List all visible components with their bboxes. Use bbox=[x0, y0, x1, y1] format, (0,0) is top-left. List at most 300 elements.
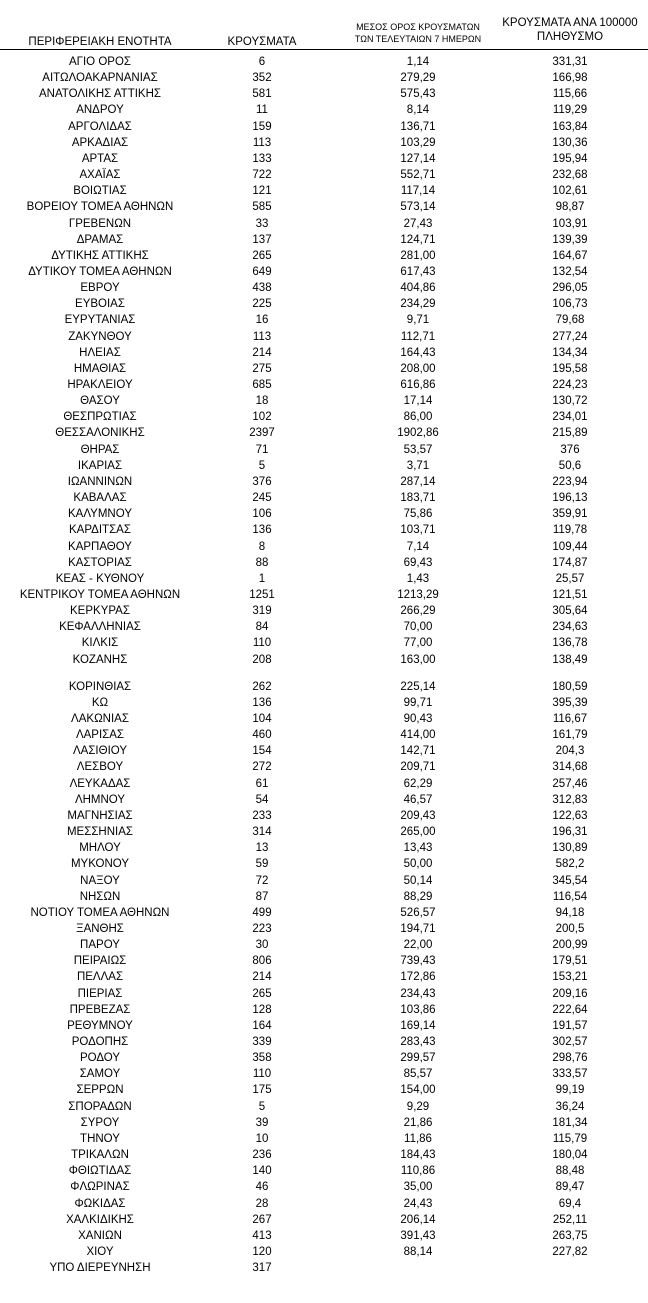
cell-cases: 245 bbox=[252, 492, 272, 504]
cell-region: ΛΑΣΙΘΙΟΥ bbox=[72, 745, 128, 758]
table-row bbox=[0, 1018, 648, 1034]
table-row bbox=[0, 151, 648, 167]
cell-cases: 722 bbox=[252, 169, 272, 181]
cell-per-100k: 163,84 bbox=[552, 120, 588, 133]
table-row bbox=[0, 248, 648, 264]
cell-cases: 33 bbox=[255, 217, 269, 230]
cell-region: ΜΥΚΟΝΟΥ bbox=[70, 858, 130, 871]
cell-per-100k: 69,4 bbox=[558, 1197, 582, 1210]
cell-per-100k: 161,79 bbox=[552, 729, 588, 742]
cell-cases: 314 bbox=[252, 826, 272, 838]
header-7day-average-line2: ΤΩΝ ΤΕΛΕΥΤΑΙΩΝ 7 ΗΜΕΡΩΝ bbox=[354, 33, 482, 44]
cell-cases: 5 bbox=[258, 459, 266, 472]
cell-7day-average: 103,86 bbox=[400, 1003, 436, 1016]
cell-per-100k: 122,63 bbox=[552, 809, 588, 822]
cell-region: ΡΟΔΟΥ bbox=[79, 1052, 121, 1065]
cell-region: ΠΑΡΟΥ bbox=[80, 939, 120, 952]
cell-cases: 438 bbox=[252, 282, 272, 295]
cell-per-100k: 116,67 bbox=[552, 713, 588, 725]
cell-region: ΔΥΤΙΚΟΥ ΤΟΜΕΑ ΑΘΗΝΩΝ bbox=[28, 265, 172, 278]
cell-7day-average: 50,14 bbox=[403, 874, 433, 887]
cell-per-100k: 25,57 bbox=[555, 572, 585, 585]
table-row bbox=[0, 539, 648, 555]
cell-7day-average: 234,43 bbox=[400, 987, 436, 1000]
cell-region: ΧΙΟΥ bbox=[86, 1245, 114, 1258]
cell-7day-average: 24,43 bbox=[403, 1197, 433, 1210]
cell-7day-average: 75,86 bbox=[403, 508, 433, 521]
cell-region: ΑΡΚΑΔΙΑΣ bbox=[71, 136, 129, 149]
cell-per-100k: 130,89 bbox=[552, 842, 588, 855]
cell-cases: 137 bbox=[252, 233, 272, 246]
table-row bbox=[0, 119, 648, 135]
cell-per-100k: 103,91 bbox=[552, 217, 588, 230]
cell-per-100k: 89,47 bbox=[555, 1181, 585, 1194]
cell-region: ΚΙΛΚΙΣ bbox=[81, 637, 119, 650]
table-row bbox=[0, 474, 648, 490]
table-row bbox=[0, 280, 648, 296]
cell-per-100k: 209,16 bbox=[552, 987, 588, 1000]
table-row bbox=[0, 102, 648, 118]
table-row bbox=[0, 1082, 648, 1098]
cell-7day-average: 739,43 bbox=[400, 955, 436, 968]
cell-cases: 154 bbox=[252, 745, 272, 758]
cell-region: ΠΕΙΡΑΙΩΣ bbox=[73, 955, 127, 968]
cell-7day-average: 124,71 bbox=[400, 233, 436, 246]
cell-7day-average: 90,43 bbox=[403, 713, 433, 725]
cell-7day-average: 265,00 bbox=[400, 826, 436, 838]
cell-per-100k: 191,57 bbox=[552, 1019, 588, 1032]
cell-7day-average: 8,14 bbox=[406, 104, 430, 117]
cell-region: ΚΑΛΥΜΝΟΥ bbox=[68, 508, 132, 521]
table-row bbox=[0, 393, 648, 409]
table-row bbox=[0, 727, 648, 743]
cell-per-100k: 224,23 bbox=[552, 379, 588, 391]
cell-per-100k: 179,51 bbox=[552, 955, 588, 968]
cell-cases: 376 bbox=[252, 475, 272, 488]
cell-7day-average: 21,86 bbox=[403, 1116, 433, 1129]
cell-cases: 128 bbox=[252, 1003, 272, 1016]
table-row bbox=[0, 711, 648, 727]
cell-7day-average: 1,14 bbox=[406, 56, 430, 68]
cell-cases: 59 bbox=[255, 858, 269, 871]
table-row bbox=[0, 377, 648, 393]
cell-7day-average: 112,71 bbox=[400, 330, 436, 343]
cell-cases: 499 bbox=[252, 906, 272, 919]
cell-cases: 61 bbox=[255, 777, 269, 790]
table-row bbox=[0, 1002, 648, 1018]
cell-per-100k: 79,68 bbox=[555, 314, 585, 327]
table-row bbox=[0, 345, 648, 361]
cell-region: ΕΥΡΥΤΑΝΙΑΣ bbox=[64, 314, 136, 327]
cell-cases: 72 bbox=[255, 874, 269, 887]
cell-cases: 136 bbox=[252, 524, 272, 537]
table-row bbox=[0, 490, 648, 506]
cell-7day-average: 17,14 bbox=[403, 395, 433, 408]
cell-7day-average: 103,71 bbox=[400, 524, 436, 537]
header-7day-average bbox=[338, 22, 498, 45]
cell-7day-average: 184,43 bbox=[400, 1149, 436, 1161]
cell-region: ΜΑΓΝΗΣΙΑΣ bbox=[67, 809, 133, 822]
cell-cases: 8 bbox=[258, 540, 266, 553]
table-row bbox=[0, 571, 648, 587]
cell-7day-average: 1213,29 bbox=[397, 588, 439, 601]
cell-cases: 267 bbox=[252, 1213, 272, 1226]
cell-cases: 5 bbox=[258, 1100, 266, 1113]
cell-per-100k: 119,29 bbox=[552, 104, 588, 117]
cell-region: ΠΡΕΒΕΖΑΣ bbox=[69, 1003, 131, 1016]
cell-cases: 806 bbox=[252, 955, 272, 968]
cell-per-100k: 180,59 bbox=[552, 680, 588, 693]
cell-7day-average: 103,29 bbox=[400, 136, 436, 149]
table-row bbox=[0, 54, 648, 70]
cell-region: ΚΩ bbox=[91, 696, 109, 709]
cell-per-100k: 200,99 bbox=[552, 939, 588, 952]
table-row bbox=[0, 1179, 648, 1195]
table-row bbox=[0, 506, 648, 522]
cell-region: ΚΟΡΙΝΘΙΑΣ bbox=[68, 680, 132, 693]
cell-cases: 164 bbox=[252, 1019, 272, 1032]
cell-per-100k: 296,05 bbox=[552, 282, 588, 295]
cell-per-100k: 115,79 bbox=[552, 1132, 588, 1145]
table-row bbox=[0, 986, 648, 1002]
cell-cases: 225 bbox=[252, 298, 272, 311]
cell-7day-average: 88,14 bbox=[403, 1245, 433, 1258]
header-per-100k-line1: ΚΡΟΥΣΜΑΤΑ ΑΝΑ 100000 bbox=[502, 17, 638, 29]
cell-per-100k: 166,98 bbox=[552, 72, 588, 85]
cell-cases: 88 bbox=[255, 556, 269, 569]
cell-region: ΑΧΑΪΑΣ bbox=[79, 169, 121, 181]
header-cases: ΚΡΟΥΣΜΑΤΑ bbox=[227, 36, 297, 48]
cell-region: ΗΜΑΘΙΑΣ bbox=[73, 362, 127, 375]
table-row bbox=[0, 361, 648, 377]
cell-per-100k: 136,78 bbox=[552, 637, 588, 650]
cell-region: ΣΕΡΡΩΝ bbox=[76, 1084, 124, 1097]
cell-cases: 1251 bbox=[249, 588, 275, 601]
cell-region: ΛΕΣΒΟΥ bbox=[76, 761, 124, 774]
cell-cases: 39 bbox=[255, 1116, 269, 1129]
table-row bbox=[0, 1228, 648, 1244]
cell-per-100k: 132,54 bbox=[552, 265, 588, 278]
table-row bbox=[0, 264, 648, 280]
cell-region: ΣΠΟΡΑΔΩΝ bbox=[68, 1100, 132, 1113]
cell-7day-average: 77,00 bbox=[403, 637, 433, 650]
cell-cases: 265 bbox=[252, 987, 272, 1000]
table-row bbox=[0, 183, 648, 199]
cell-7day-average: 88,29 bbox=[403, 890, 433, 903]
cell-7day-average: 22,00 bbox=[403, 939, 433, 952]
cell-region: ΜΕΣΣΗΝΙΑΣ bbox=[66, 826, 134, 838]
cell-cases: 214 bbox=[252, 971, 272, 984]
cell-region: ΝΟΤΙΟΥ ΤΟΜΕΑ ΑΘΗΝΩΝ bbox=[30, 906, 170, 919]
cell-cases: 1 bbox=[258, 572, 266, 585]
cell-7day-average: 50,00 bbox=[403, 858, 433, 871]
table-row bbox=[0, 167, 648, 183]
header-divider bbox=[0, 49, 648, 50]
cell-per-100k: 277,24 bbox=[552, 330, 588, 343]
cell-cases: 54 bbox=[255, 793, 269, 806]
cell-7day-average: 136,71 bbox=[400, 120, 436, 133]
cell-per-100k: 106,73 bbox=[552, 298, 588, 311]
cell-region: ΣΥΡΟΥ bbox=[80, 1116, 120, 1129]
cell-per-100k: 134,34 bbox=[552, 346, 588, 359]
cell-region: ΔΥΤΙΚΗΣ ΑΤΤΙΚΗΣ bbox=[51, 249, 149, 262]
cell-cases: 46 bbox=[255, 1181, 269, 1194]
cell-region: ΚΕΑΣ - ΚΥΘΝΟΥ bbox=[55, 572, 145, 585]
cell-region: ΔΡΑΜΑΣ bbox=[76, 233, 124, 246]
cell-per-100k: 333,57 bbox=[552, 1068, 588, 1081]
table-row bbox=[0, 1099, 648, 1115]
cell-per-100k: 302,57 bbox=[552, 1036, 588, 1048]
cell-region: ΠΙΕΡΙΑΣ bbox=[77, 987, 123, 1000]
cell-per-100k: 180,04 bbox=[552, 1149, 588, 1161]
cell-region: ΡΟΔΟΠΗΣ bbox=[71, 1036, 129, 1048]
cell-per-100k: 98,87 bbox=[555, 201, 585, 214]
cell-per-100k: 153,21 bbox=[552, 971, 588, 984]
cell-7day-average: 69,43 bbox=[403, 556, 433, 569]
cell-region: ΛΑΚΩΝΙΑΣ bbox=[71, 713, 129, 725]
table-row bbox=[0, 1131, 648, 1147]
cell-cases: 262 bbox=[252, 680, 272, 693]
cell-cases: 358 bbox=[252, 1052, 272, 1065]
cell-7day-average: 86,00 bbox=[403, 411, 433, 424]
cell-cases: 113 bbox=[252, 136, 272, 149]
cell-per-100k: 376 bbox=[560, 443, 580, 456]
cell-region: ΛΕΥΚΑΔΑΣ bbox=[69, 777, 131, 790]
table-row bbox=[0, 792, 648, 808]
cell-region: ΡΕΘΥΜΝΟΥ bbox=[67, 1019, 133, 1032]
cell-cases: 113 bbox=[252, 330, 272, 343]
cell-7day-average: 9,29 bbox=[406, 1100, 430, 1113]
table-row bbox=[0, 199, 648, 215]
cell-per-100k: 223,94 bbox=[552, 475, 588, 488]
table-row bbox=[0, 232, 648, 248]
table-row bbox=[0, 296, 648, 312]
cell-cases: 413 bbox=[252, 1229, 272, 1242]
cell-region: ΙΚΑΡΙΑΣ bbox=[77, 459, 123, 472]
cell-7day-average: 164,43 bbox=[400, 346, 436, 359]
cell-cases: 208 bbox=[252, 653, 272, 666]
cell-cases: 460 bbox=[252, 729, 272, 742]
table-row bbox=[0, 329, 648, 345]
cell-cases: 2397 bbox=[249, 427, 275, 440]
table-row bbox=[0, 458, 648, 474]
cell-region: ΑΓΙΟ ΟΡΟΣ bbox=[68, 56, 131, 68]
cell-cases: 272 bbox=[252, 761, 272, 774]
table-row bbox=[0, 873, 648, 889]
cell-per-100k: 116,54 bbox=[552, 890, 588, 903]
table-row bbox=[0, 603, 648, 619]
cell-region: ΧΑΛΚΙΔΙΚΗΣ bbox=[66, 1213, 134, 1226]
cell-per-100k: 174,87 bbox=[552, 556, 588, 569]
cell-cases: 18 bbox=[255, 395, 269, 408]
cell-region: ΙΩΑΝΝΙΝΩΝ bbox=[67, 475, 133, 488]
cell-cases: 265 bbox=[252, 249, 272, 262]
cell-region: ΘΑΣΟΥ bbox=[80, 395, 120, 408]
table-row bbox=[0, 889, 648, 905]
cell-region: ΚΕΡΚΥΡΑΣ bbox=[70, 605, 130, 618]
cell-7day-average: 7,14 bbox=[406, 540, 430, 553]
cell-per-100k: 234,63 bbox=[552, 621, 588, 634]
cell-region: ΕΒΡΟΥ bbox=[80, 282, 120, 295]
cell-cases: 28 bbox=[255, 1197, 269, 1210]
cell-cases: 175 bbox=[252, 1084, 272, 1097]
cell-7day-average: 279,29 bbox=[400, 72, 436, 85]
cell-7day-average: 35,00 bbox=[403, 1181, 433, 1194]
cell-7day-average: 9,71 bbox=[406, 314, 430, 327]
table-row bbox=[0, 937, 648, 953]
cell-region: ΚΟΖΑΝΗΣ bbox=[72, 653, 128, 666]
table-row bbox=[0, 70, 648, 86]
cell-7day-average: 526,57 bbox=[400, 906, 436, 919]
cell-cases: 11 bbox=[256, 104, 268, 117]
header-per-100k-line2: ΠΛΗΘΥΣΜΟ bbox=[536, 31, 604, 44]
cell-per-100k: 314,68 bbox=[552, 761, 588, 774]
cell-7day-average: 287,14 bbox=[400, 475, 436, 488]
cell-7day-average: 391,43 bbox=[400, 1229, 436, 1242]
cell-7day-average: 154,00 bbox=[400, 1084, 436, 1097]
cell-per-100k: 181,34 bbox=[552, 1116, 588, 1129]
cell-per-100k: 138,49 bbox=[552, 653, 588, 666]
cell-7day-average: 53,57 bbox=[403, 443, 433, 456]
cell-region: ΤΗΝΟΥ bbox=[80, 1132, 120, 1145]
cell-per-100k: 50,6 bbox=[558, 459, 582, 472]
table-row bbox=[0, 1244, 648, 1260]
cell-region: ΠΕΛΛΑΣ bbox=[76, 971, 124, 984]
cell-7day-average: 1,43 bbox=[406, 572, 430, 585]
table-row bbox=[0, 522, 648, 538]
cell-per-100k: 359,91 bbox=[552, 508, 588, 521]
cell-7day-average: 552,71 bbox=[400, 169, 436, 181]
cell-region: ΥΠΟ ΔΙΕΡΕΥΝΗΣΗ bbox=[49, 1262, 151, 1275]
table-row bbox=[0, 1115, 648, 1131]
cell-cases: 121 bbox=[252, 185, 272, 198]
cell-region: ΧΑΝΙΩΝ bbox=[78, 1229, 122, 1242]
header-per-100k bbox=[492, 16, 648, 45]
cell-7day-average: 172,86 bbox=[400, 971, 436, 984]
cell-region: ΗΡΑΚΛΕΙΟΥ bbox=[67, 379, 133, 391]
table-row bbox=[0, 619, 648, 635]
table-row bbox=[0, 587, 648, 603]
cell-per-100k: 345,54 bbox=[552, 874, 588, 887]
cell-per-100k: 115,66 bbox=[552, 88, 588, 101]
cell-region: ΦΩΚΙΔΑΣ bbox=[74, 1197, 126, 1210]
table-row bbox=[0, 409, 648, 425]
cell-per-100k: 196,13 bbox=[552, 492, 588, 504]
cell-cases: 233 bbox=[252, 809, 272, 822]
cell-7day-average: 225,14 bbox=[400, 680, 436, 693]
cell-region: ΗΛΕΙΑΣ bbox=[79, 346, 121, 359]
cell-7day-average: 283,43 bbox=[400, 1036, 436, 1048]
cell-per-100k: 99,19 bbox=[555, 1084, 585, 1097]
cell-per-100k: 298,76 bbox=[552, 1052, 588, 1065]
cell-per-100k: 196,31 bbox=[552, 826, 588, 838]
table-row bbox=[0, 953, 648, 969]
cell-7day-average: 575,43 bbox=[400, 88, 436, 101]
cell-region: ΞΑΝΘΗΣ bbox=[76, 922, 124, 935]
table-row bbox=[0, 1196, 648, 1212]
table-row bbox=[0, 442, 648, 458]
table-row bbox=[0, 921, 648, 937]
cell-per-100k: 88,48 bbox=[555, 1165, 585, 1178]
cell-per-100k: 582,2 bbox=[555, 858, 585, 871]
cell-region: ΚΑΣΤΟΡΙΑΣ bbox=[68, 556, 132, 569]
cell-per-100k: 195,58 bbox=[552, 362, 588, 375]
cell-cases: 30 bbox=[255, 939, 269, 952]
cell-cases: 339 bbox=[252, 1036, 272, 1048]
cell-7day-average: 163,00 bbox=[400, 653, 436, 666]
cell-7day-average: 62,29 bbox=[403, 777, 433, 790]
cell-7day-average: 27,43 bbox=[403, 217, 433, 230]
cell-cases: 106 bbox=[252, 508, 272, 521]
cell-cases: 585 bbox=[252, 201, 272, 214]
cell-cases: 649 bbox=[252, 265, 272, 278]
cell-7day-average: 617,43 bbox=[400, 265, 436, 278]
cell-cases: 275 bbox=[252, 362, 272, 375]
header-7day-average-line1: ΜΕΣΟΣ ΟΡΟΣ ΚΡΟΥΣΜΑΤΩΝ bbox=[356, 22, 480, 32]
cell-region: ΘΕΣΣΑΛΟΝΙΚΗΣ bbox=[55, 427, 145, 440]
cell-7day-average: 1902,86 bbox=[397, 427, 439, 440]
table-row bbox=[0, 216, 648, 232]
cell-region: ΑΝΔΡΟΥ bbox=[76, 104, 124, 117]
cell-per-100k: 234,01 bbox=[552, 411, 588, 424]
table-row bbox=[0, 86, 648, 102]
cell-7day-average: 281,00 bbox=[400, 249, 436, 262]
cell-per-100k: 305,64 bbox=[552, 605, 588, 618]
cell-per-100k: 36,24 bbox=[555, 1100, 585, 1113]
cell-cases: 71 bbox=[255, 443, 269, 456]
cell-region: ΦΘΙΩΤΙΔΑΣ bbox=[68, 1165, 132, 1178]
cell-cases: 16 bbox=[255, 314, 269, 327]
table-row bbox=[0, 695, 648, 711]
table-row bbox=[0, 135, 648, 151]
cell-7day-average: 183,71 bbox=[400, 492, 436, 504]
table-row bbox=[0, 969, 648, 985]
table-row bbox=[0, 652, 648, 668]
cell-region: ΝΑΞΟΥ bbox=[80, 874, 120, 887]
cell-cases: 102 bbox=[252, 411, 272, 424]
table-row bbox=[0, 1260, 648, 1276]
cell-7day-average: 616,86 bbox=[400, 379, 436, 391]
cell-cases: 13 bbox=[255, 842, 269, 855]
cell-per-100k: 227,82 bbox=[552, 1245, 588, 1258]
cell-7day-average: 11,86 bbox=[404, 1132, 432, 1145]
cell-per-100k: 94,18 bbox=[555, 906, 585, 919]
cell-region: ΘΕΣΠΡΩΤΙΑΣ bbox=[63, 411, 137, 424]
cell-7day-average: 573,14 bbox=[400, 201, 436, 214]
cell-per-100k: 195,94 bbox=[552, 152, 588, 165]
cell-7day-average: 209,43 bbox=[400, 809, 436, 822]
cell-cases: 110 bbox=[252, 637, 272, 650]
cell-region: ΚΕΝΤΡΙΚΟΥ ΤΟΜΕΑ ΑΘΗΝΩΝ bbox=[19, 588, 181, 601]
cell-region: ΣΑΜΟΥ bbox=[79, 1068, 121, 1081]
cell-7day-average: 208,00 bbox=[400, 362, 436, 375]
cell-7day-average: 142,71 bbox=[400, 745, 436, 758]
cell-7day-average: 404,86 bbox=[400, 282, 436, 295]
cell-region: ΘΗΡΑΣ bbox=[80, 443, 120, 456]
cell-cases: 236 bbox=[252, 1149, 272, 1161]
cell-per-100k: 232,68 bbox=[552, 169, 588, 181]
cell-cases: 87 bbox=[255, 890, 269, 903]
cell-per-100k: 102,61 bbox=[552, 185, 588, 198]
table-row bbox=[0, 905, 648, 921]
cell-per-100k: 395,39 bbox=[552, 696, 588, 709]
cell-cases: 317 bbox=[252, 1262, 272, 1275]
cell-per-100k: 312,83 bbox=[552, 793, 588, 806]
table-row bbox=[0, 679, 648, 695]
cell-per-100k: 331,31 bbox=[552, 56, 588, 68]
table-row bbox=[0, 635, 648, 651]
cell-region: ΝΗΣΩΝ bbox=[79, 890, 121, 903]
